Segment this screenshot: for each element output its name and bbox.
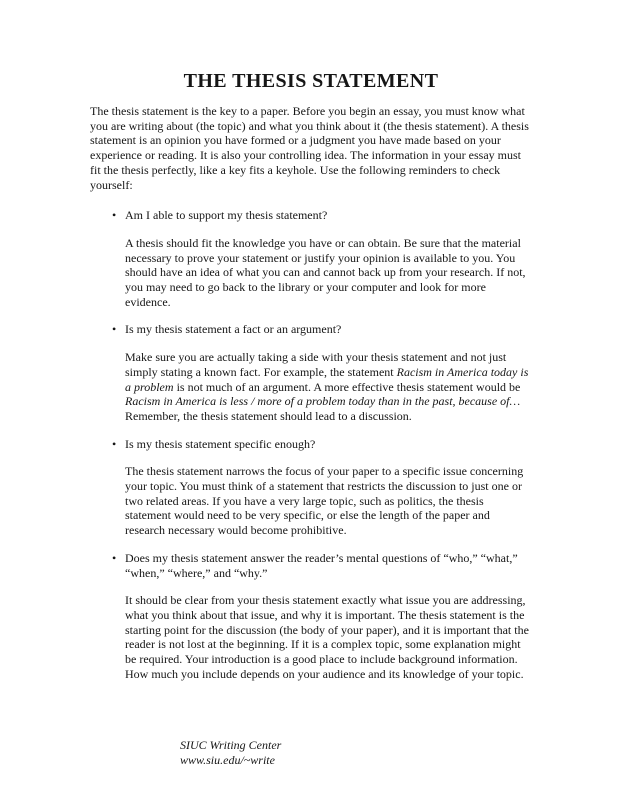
bullet-section-specific-enough: [90, 437, 532, 538]
bullet-question-row: [112, 208, 532, 223]
bullet-question-row: [112, 322, 532, 337]
bullet-question: Does my thesis statement answer the reader’s mental questions of “who,” “what,” “when,” “where,” and “why.”: [125, 550, 518, 580]
bullet-marker-icon: •: [112, 322, 117, 337]
footer: [180, 738, 281, 768]
bullet-question: Am I able to support my thesis statement?: [125, 208, 328, 223]
bullet-section-fact-or-argument: [90, 322, 532, 423]
bullet-marker-icon: •: [112, 208, 117, 223]
document-content: [90, 0, 532, 767]
bullet-section-readers-questions: [90, 551, 532, 682]
bullet-paragraph: A thesis should fit the knowledge you have or can obtain. Be sure that the material necessary to prove your statement or justify your opinion is available to you. You should have an idea of what you can and cannot back up from your research. If not, you may need to go back to the library or your computer and look for more evidence.: [125, 235, 526, 309]
bullet-marker-icon: •: [112, 550, 117, 565]
bullet-paragraph: The thesis statement narrows the focus of your paper to a specific issue concerning your topic. You must think of a statement that restricts the discussion to just one or two related areas. If you have a very large topic, such as politics, the thesis statement would need to be very specific, or else the length of the paper and research necessary would become prohibitive.: [125, 464, 524, 538]
bullet-paragraph: It should be clear from your thesis statement exactly what issue you are addressing, what you think about that issue, and why it is important. The thesis statement is the starting point for the discussion (the body of your paper), and it is important that the reader is not lost at the beginning. If it is a complex topic, some explanation might be required. Your introduction is a good place to include background information. How much you include depends on your audience and its knowledge of your topic.: [125, 593, 529, 681]
bullet-paragraph: Make sure you are actually taking a side with your thesis statement and not just simply stating a known fact. For example, the statement Racism in America today is a problem is not much of an argument. A more effective thesis statement would be Racism in America is less / more of a problem today than in the past, because of… Remember, the thesis statement should lead to a discussion.: [125, 350, 529, 423]
bullet-question-row: [112, 551, 532, 580]
bullet-question: Is my thesis statement specific enough?: [125, 436, 316, 451]
bullet-question-row: [112, 437, 532, 452]
bullet-question: Is my thesis statement a fact or an argument?: [125, 322, 342, 337]
intro-paragraph: The thesis statement is the key to a paper. Before you begin an essay, you must know what you are writing about (the topic) and what you think about it (the thesis statement). A thesis statement is an opinion you have formed or a judgment you have made based on your experience or reading. It is also your controlling idea. The information in your essay must fit the thesis perfectly, like a key fits a keyhole. Use the following reminders to check yourself:: [90, 104, 529, 192]
page-title: THE THESIS STATEMENT: [183, 70, 439, 92]
footer-org-name: SIUC Writing Center: [180, 738, 282, 752]
bullet-list: [90, 208, 532, 681]
footer-url: www.siu.edu/~write: [180, 753, 275, 767]
bullet-section-support: [90, 208, 532, 309]
bullet-marker-icon: •: [112, 436, 117, 451]
